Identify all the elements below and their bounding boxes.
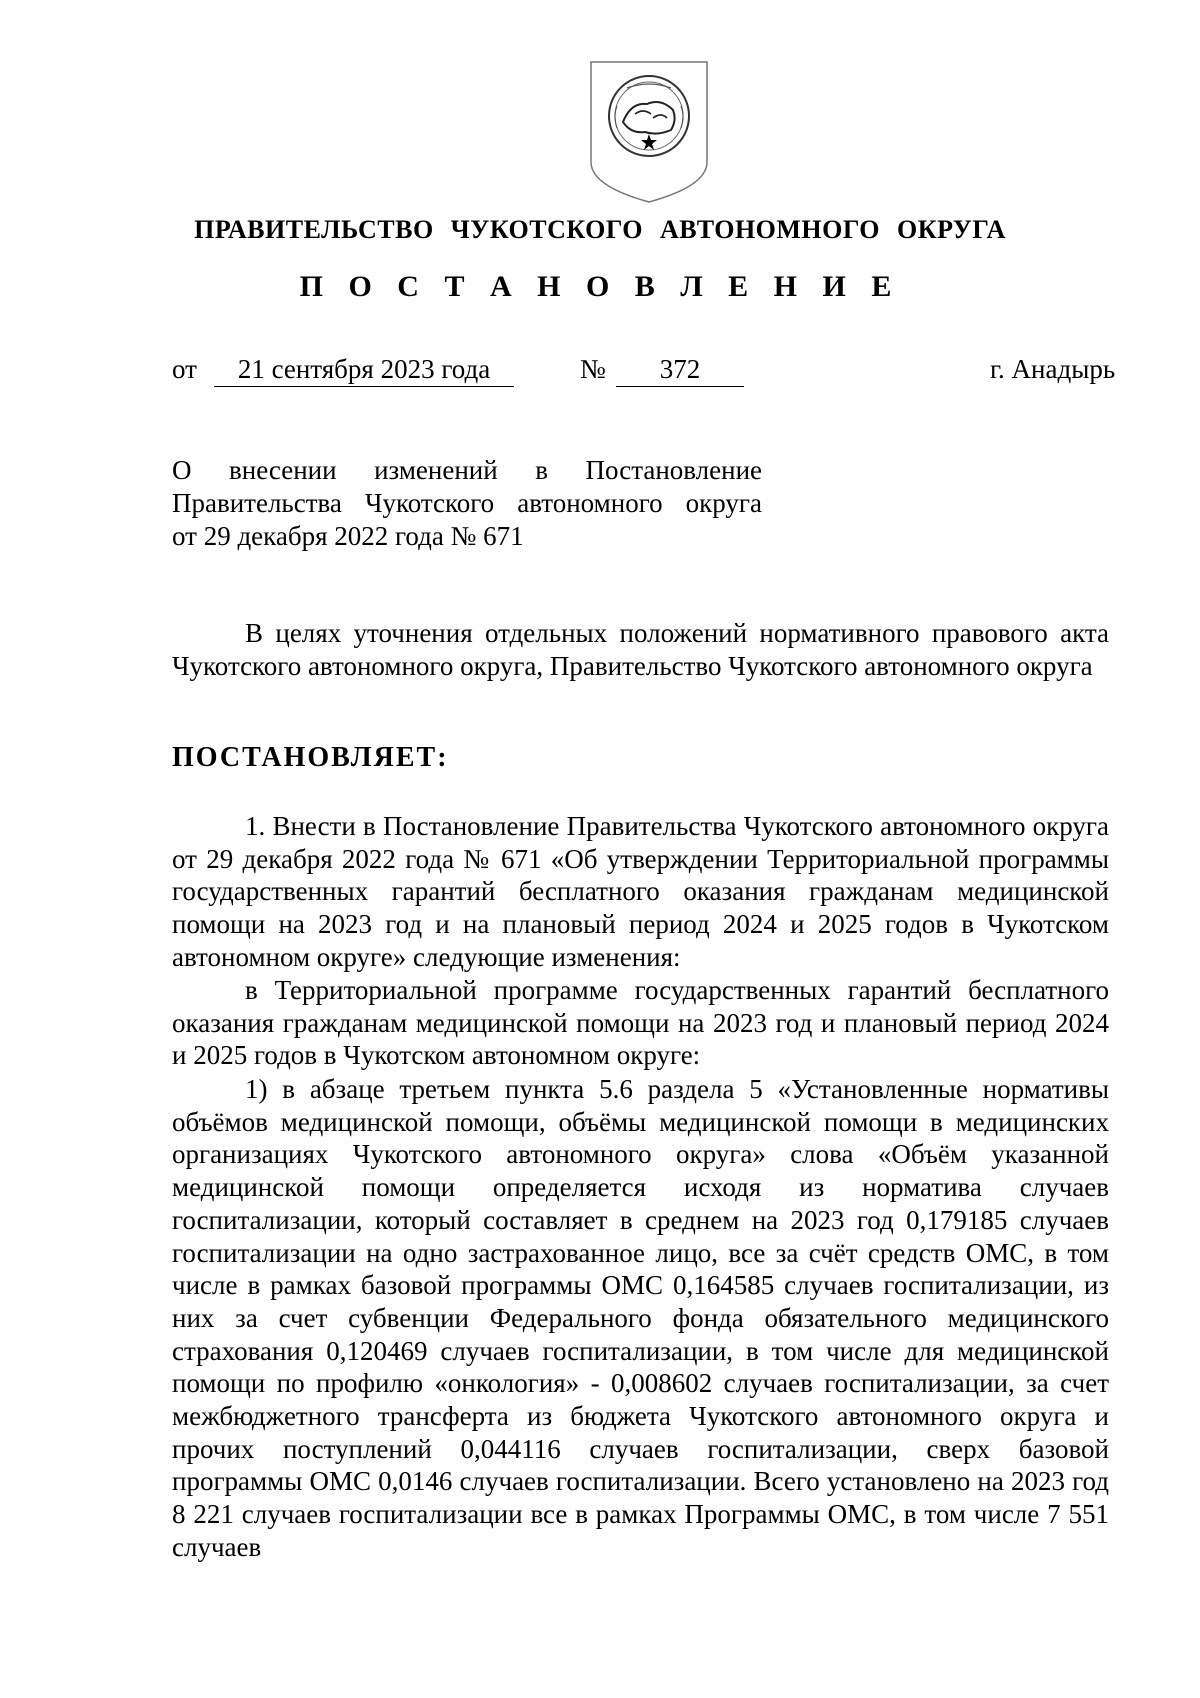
decree-number: 372 [616, 352, 744, 387]
city-name: г. Анадырь [990, 354, 1116, 384]
coat-of-arms-icon [587, 58, 711, 206]
resolves-heading: ПОСТАНОВЛЯЕТ: [172, 742, 449, 773]
document-type-title: П О С Т А Н О В Л Е Н И Е [299, 270, 901, 303]
government-title: ПРАВИТЕЛЬСТВО ЧУКОТСКОГО АВТОНОМНОГО ОКРУГА [194, 215, 1006, 244]
subject-line: от 29 декабря 2022 года № 671 [172, 521, 524, 551]
subject-line: О внесении изменений в Постановление [172, 455, 762, 485]
from-label: от [172, 354, 197, 384]
decree-subject [172, 454, 762, 553]
intro-paragraph: В целях уточнения отдельных положений нормативного правового акта Чукотского автономного округа, Правительство Чукотского автономного округа [172, 618, 1109, 681]
paragraph-3: 1) в абзаце третьем пункта 5.6 раздела 5 «Установленные нормативы объёмов медицинской помощи, объёмы медицинской помощи в медицинских организациях Чукотского автономного округа» слова «Объём указанной медицинской помощи определяется исходя из норматива случаев госпитализации, который составляет в среднем на 2023 год 0,179185 случаев госпитализации на одно застрахованное лицо, все за счёт средств ОМС, в том числе в рамках базовой программы ОМС 0,164585 случаев госпитализации, из них за счет субвенции Федерального фонда обязательного медицинского страхования 0,120469 случаев госпитализации, в том числе для медицинской помощи по профилю «онкология» - 0,008602 случаев госпитализации, за счет межбюджетного трансферта из бюджета Чукотского автономного округа и прочих поступлений 0,044116 случаев госпитализации, сверх базовой программы ОМС 0,0146 случаев госпитализации. Всего установлено на 2023 год 8 221 случаев госпитализации все в рамках Программы ОМС, в том числе 7 551 случаев [172, 1074, 1109, 1562]
number-label: № [580, 354, 606, 384]
paragraph-2: в Территориальной программе государственных гарантий бесплатного оказания гражданам медицинской помощи на 2023 год и плановый период 2024 и 2025 годов в Чукотском автономном округе: [172, 975, 1109, 1071]
decree-date: 21 сентября 2023 года [214, 352, 514, 387]
paragraph-1: 1. Внести в Постановление Правительства Чукотского автономного округа от 29 декабря 2022 года № 671 «Об утверждении Территориальной программы государственных гарантий бесплатного оказания гражданам медицинской помощи на 2023 год и на плановый период 2024 и 2025 годов в Чукотском автономном округе» следующие изменения: [172, 811, 1109, 972]
subject-line: Правительства Чукотского автономного округа [172, 488, 762, 518]
